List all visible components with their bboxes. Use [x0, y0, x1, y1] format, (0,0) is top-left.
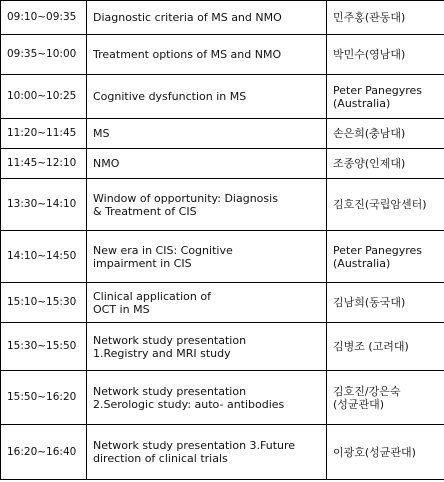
- speaker-cell: Peter Panegyres (Australia): [327, 231, 444, 283]
- speaker-cell: 김남희(동국대): [327, 283, 444, 323]
- table-row: [1, 119, 444, 149]
- time-cell: 15:50~16:20: [1, 371, 87, 425]
- topic-cell: Network study presentation 1.Registry and MRI study: [87, 323, 327, 371]
- topic-cell: Network study presentation 2.Serologic study: auto- antibodies: [87, 371, 327, 425]
- topic-cell: Window of opportunity: Diagnosis & Treatment of CIS: [87, 179, 327, 231]
- time-cell: 14:10~14:50: [1, 231, 87, 283]
- table-row: [1, 425, 444, 480]
- topic-cell: Diagnostic criteria of MS and NMO: [87, 1, 327, 35]
- topic-cell: Clinical application of OCT in MS: [87, 283, 327, 323]
- time-cell: 15:10~15:30: [1, 283, 87, 323]
- speaker-cell: 김호진/강은숙 (성균관대): [327, 371, 444, 425]
- topic-cell: Treatment options of MS and NMO: [87, 35, 327, 75]
- speaker-cell: 민주홍(관동대): [327, 1, 444, 35]
- speaker-cell: 이광호(성균관대): [327, 425, 444, 480]
- table-row: [1, 35, 444, 75]
- table-row: [1, 283, 444, 323]
- speaker-cell: 김병조 (고려대): [327, 323, 444, 371]
- speaker-cell: 김호진(국립암센터): [327, 179, 444, 231]
- speaker-cell: 손은희(충남대): [327, 119, 444, 149]
- time-cell: 16:20~16:40: [1, 425, 87, 480]
- topic-cell: Cognitive dysfunction in MS: [87, 75, 327, 119]
- table-row: [1, 323, 444, 371]
- table-row: [1, 179, 444, 231]
- time-cell: 11:20~11:45: [1, 119, 87, 149]
- table-row: [1, 371, 444, 425]
- topic-cell: NMO: [87, 149, 327, 179]
- speaker-cell: 조종양(인제대): [327, 149, 444, 179]
- time-cell: 09:35~10:00: [1, 35, 87, 75]
- table-row: [1, 149, 444, 179]
- topic-cell: Network study presentation 3.Future direction of clinical trials: [87, 425, 327, 480]
- topic-cell: New era in CIS: Cognitive impairment in CIS: [87, 231, 327, 283]
- time-cell: 15:30~15:50: [1, 323, 87, 371]
- table-row: [1, 75, 444, 119]
- table-row: [1, 231, 444, 283]
- speaker-cell: Peter Panegyres (Australia): [327, 75, 444, 119]
- topic-cell: MS: [87, 119, 327, 149]
- time-cell: 11:45~12:10: [1, 149, 87, 179]
- speaker-cell: 박민수(영남대): [327, 35, 444, 75]
- time-cell: 13:30~14:10: [1, 179, 87, 231]
- table-row: [1, 1, 444, 35]
- time-cell: 10:00~10:25: [1, 75, 87, 119]
- time-cell: 09:10~09:35: [1, 1, 87, 35]
